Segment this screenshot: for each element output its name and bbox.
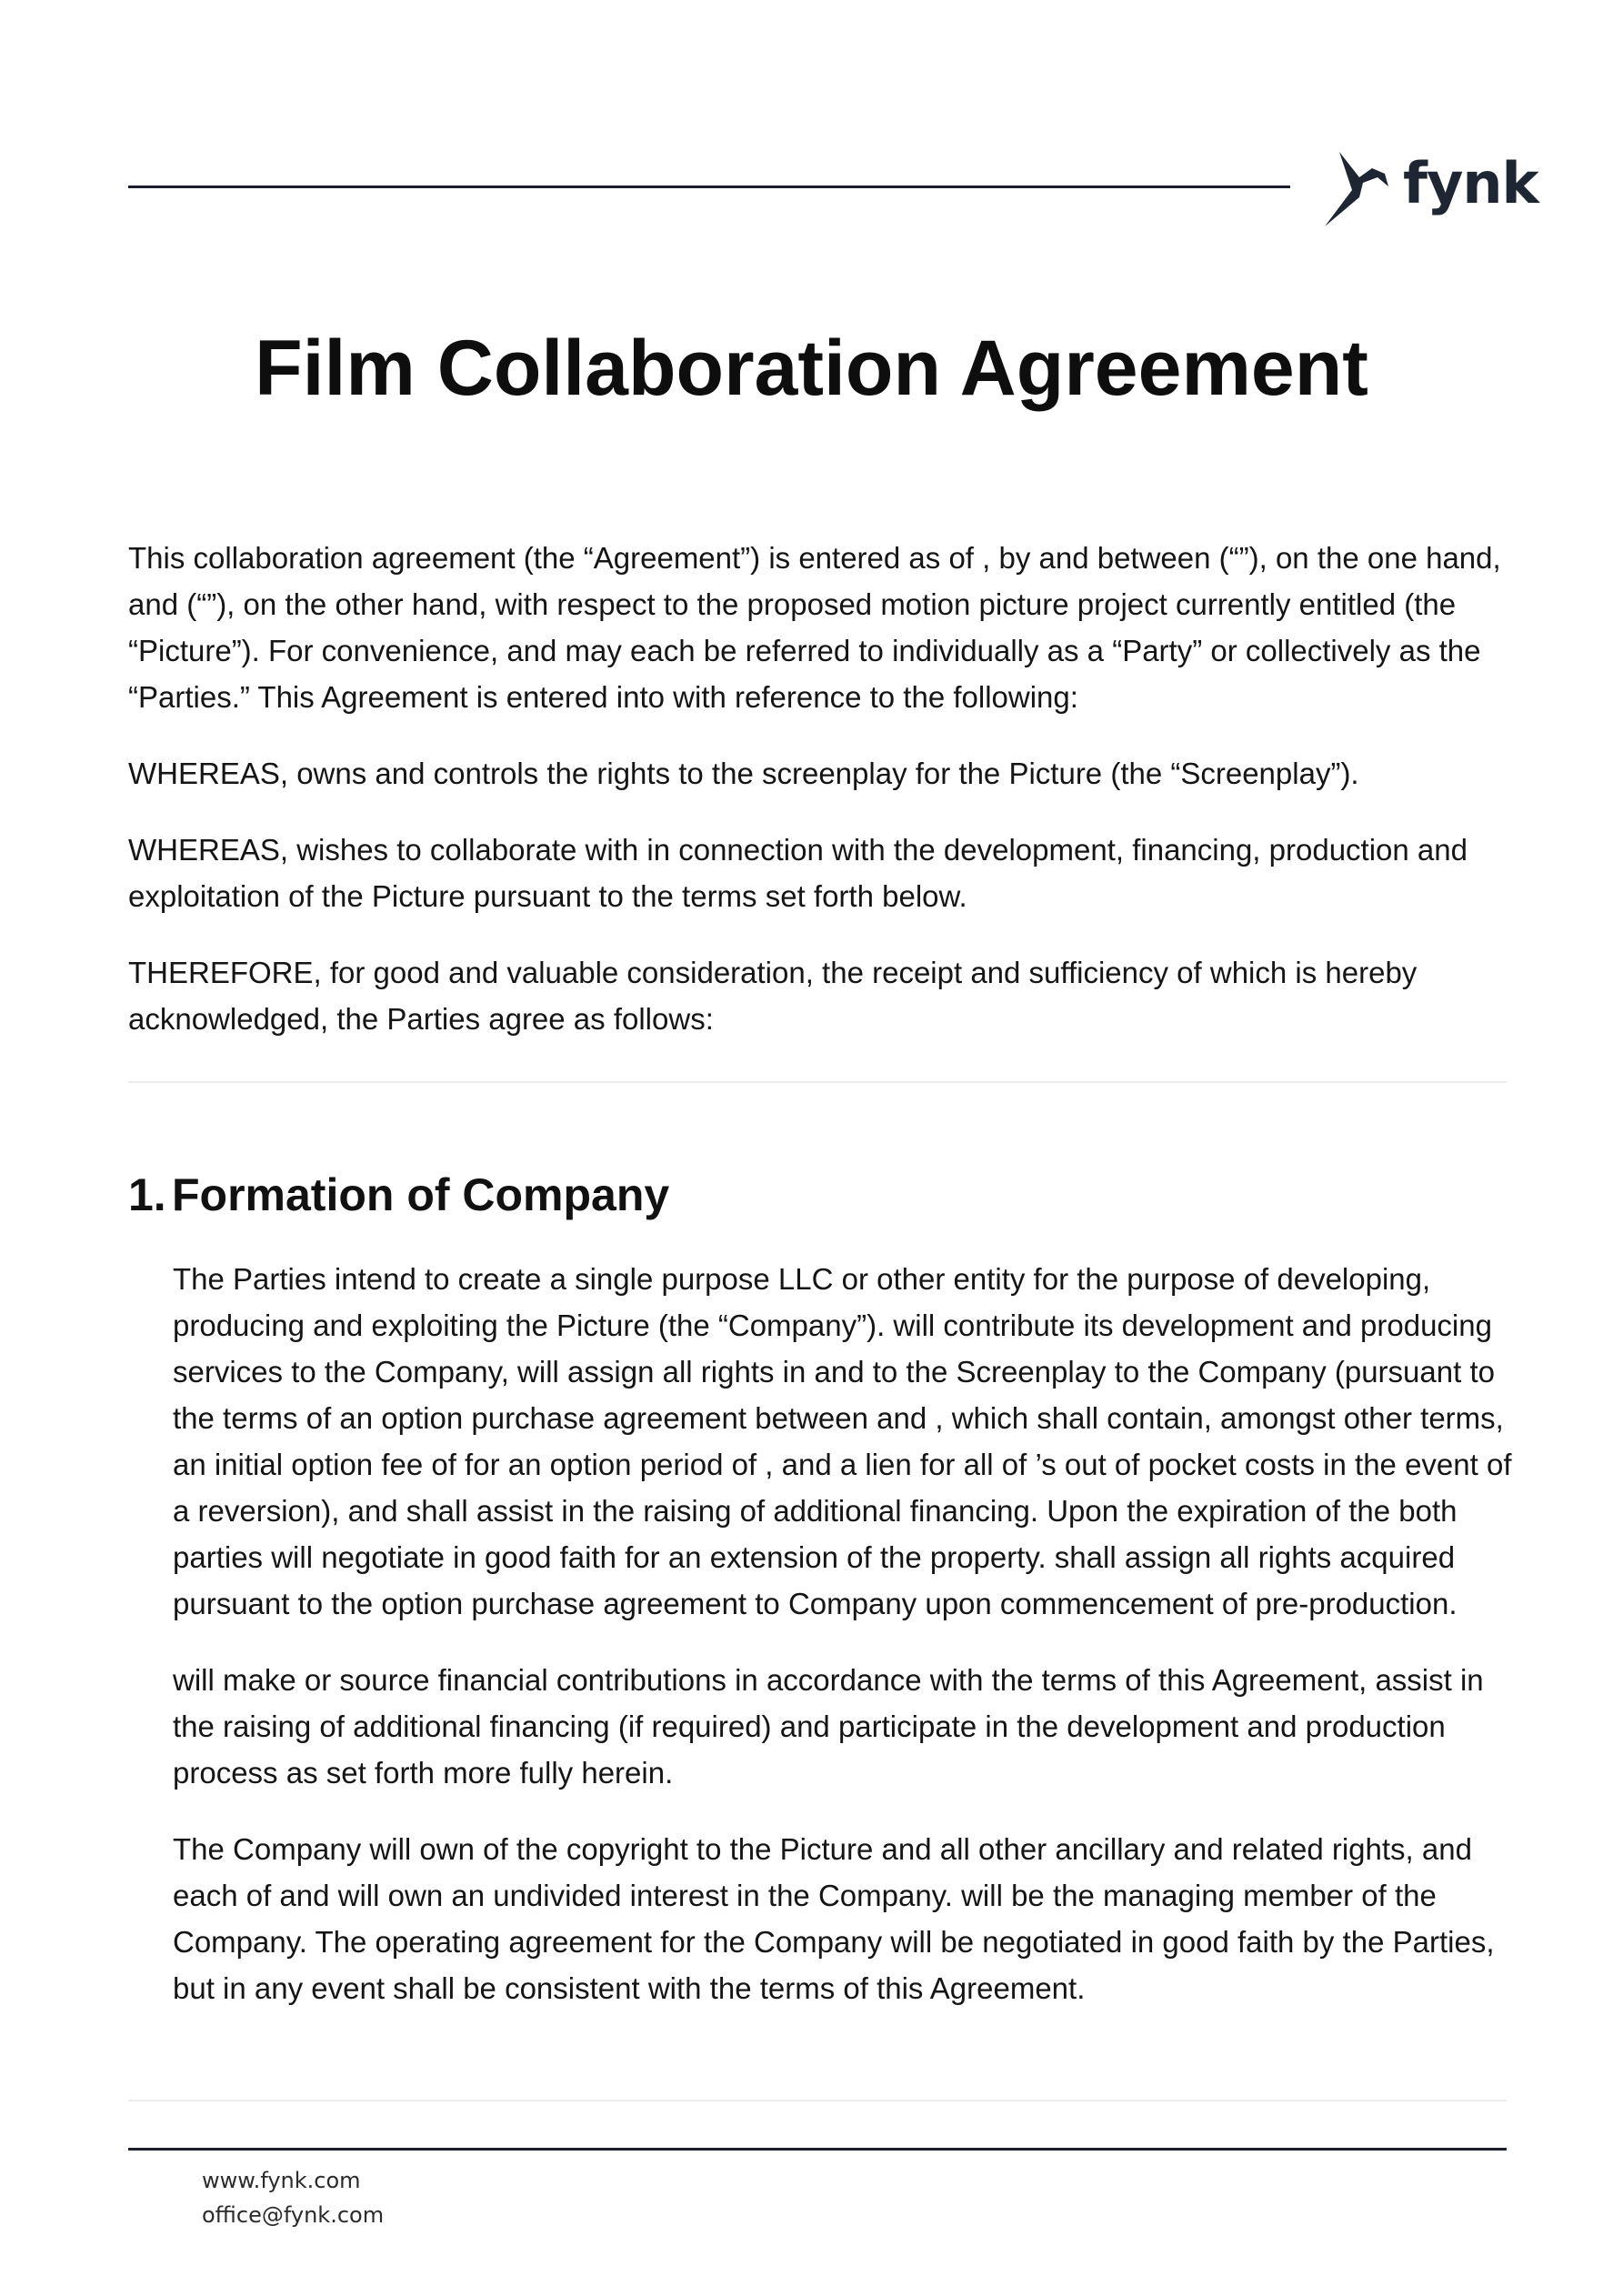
header-rule (128, 185, 1290, 188)
therefore-paragraph: THEREFORE, for good and valuable consideration, the receipt and sufficiency of which is hereby acknowledged, the Parties agree as follows: (128, 956, 1418, 1036)
logo-text: fynk (1403, 150, 1538, 216)
section-paragraph: The Parties intend to create a single purpose LLC or other entity for the purpose of developing, producing and exploiting the Picture (the “Company”). will contribute its development and producing services to the Company, will assign all rights in and to the Screenplay to the Company (pursuant to the terms of an option purchase agreement between and , which shall contain, amongst other terms, an initial option fee of for an option period of , and a lien for all of ’s out of pocket costs in the event of a reversion), and shall assist in the raising of additional financing. Upon the expiration of the both parties will negotiate in good faith for an extension of the property. shall assign all rights acquired pursuant to the option purchase agreement to Company upon commencement of pre-production. (173, 1262, 1512, 1620)
footer (202, 2163, 384, 2232)
document-title: Film Collaboration Agreement (255, 325, 1368, 412)
intro-section (128, 535, 1510, 1072)
section-divider (128, 1081, 1507, 1083)
section-title: Formation of Company (172, 1169, 670, 1220)
section-paragraph: The Company will own of the copyright to the Picture and all other ancillary and related rights, and each of and will own an undivided interest in the Company. will be the managing member of the Company. The operating agreement for the Company will be negotiated in good faith by the Parties, but in any event shall be consistent with the terms of this Agreement. (173, 1832, 1495, 2005)
section-divider (128, 2100, 1507, 2101)
logo (1323, 150, 1538, 232)
footer-email-link[interactable]: office@fynk.com (202, 2202, 385, 2228)
whereas-paragraph: WHEREAS, owns and controls the rights to the screenplay for the Picture (the “Screenplay”). (128, 757, 1359, 790)
whereas-paragraph: WHEREAS, wishes to collaborate with in connection with the development, financing, production and exploitation of the Picture pursuant to the terms set forth below. (128, 833, 1468, 913)
footer-website-link[interactable]: www.fynk.com (202, 2168, 361, 2193)
section-heading (128, 1168, 669, 1222)
section-number: 1. (128, 1169, 166, 1220)
section-paragraph: will make or source financial contributions in accordance with the terms of this Agreement, assist in the raising of additional financing (if required) and participate in the development and production process as set forth more fully herein. (173, 1663, 1484, 1790)
intro-paragraph: This collaboration agreement (the “Agreement”) is entered as of , by and between (“”), on the one hand, and (“”), on the other hand, with respect to the proposed motion picture project currently entitled (the “Picture”). For convenience, and may each be referred to individually as a “Party” or collectively as the “Parties.” This Agreement is entered into with reference to the following: (128, 541, 1501, 714)
section-body (173, 1256, 1514, 2041)
footer-rule (128, 2148, 1507, 2151)
fynk-bird-icon (1323, 150, 1396, 232)
